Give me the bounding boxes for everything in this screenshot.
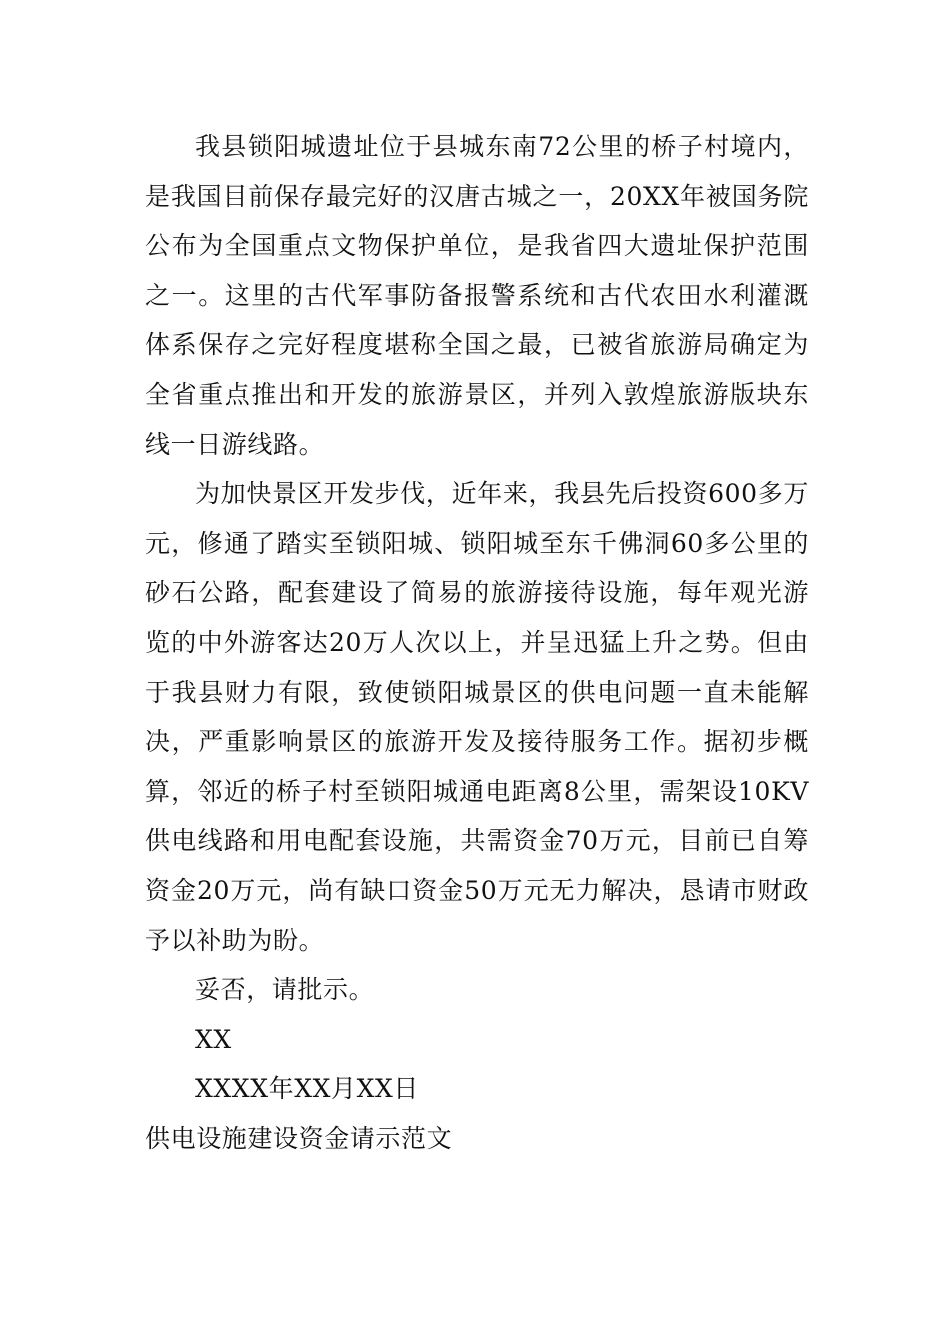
paragraph-site-description: 我县锁阳城遗址位于县城东南72公里的桥子村境内，是我国目前保存最完好的汉唐古城之一，20XX年被国务院公布为全国重点文物保护单位，是我省四大遗址保护范围之一。这里的古代军事防备报警系统和古代农田水利灌溉体系保存之完好程度堪称全国之最，已被省旅游局确定为全省重点推出和开发的旅游景区，并列入敦煌旅游版块东线一日游线路。 — [145, 132, 809, 459]
document-title: 供电设施建设资金请示范文 — [145, 1123, 453, 1153]
document-body — [145, 122, 809, 1163]
signature: XX — [195, 1024, 232, 1054]
date-line: XXXX年XX月XX日 — [195, 1074, 419, 1104]
closing-line: 妥否，请批示。 — [195, 975, 375, 1005]
paragraph-funding-request: 为加快景区开发步伐，近年来，我县先后投资600多万元，修通了踏实至锁阳城、锁阳城至东千佛洞60多公里的砂石公路，配套建设了简易的旅游接待设施，每年观光游览的中外游客达20万人次以上，并呈迅猛上升之势。但由于我县财力有限，致使锁阳城景区的供电问题一直未能解决，严重影响景区的旅游开发及接待服务工作。据初步概算，邻近的桥子村至锁阳城通电距离8公里，需架设10KV供电线路和用电配套设施，共需资金70万元，目前已自筹资金20万元，尚有缺口资金50万元无力解决，恳请市财政予以补助为盼。 — [145, 479, 809, 955]
